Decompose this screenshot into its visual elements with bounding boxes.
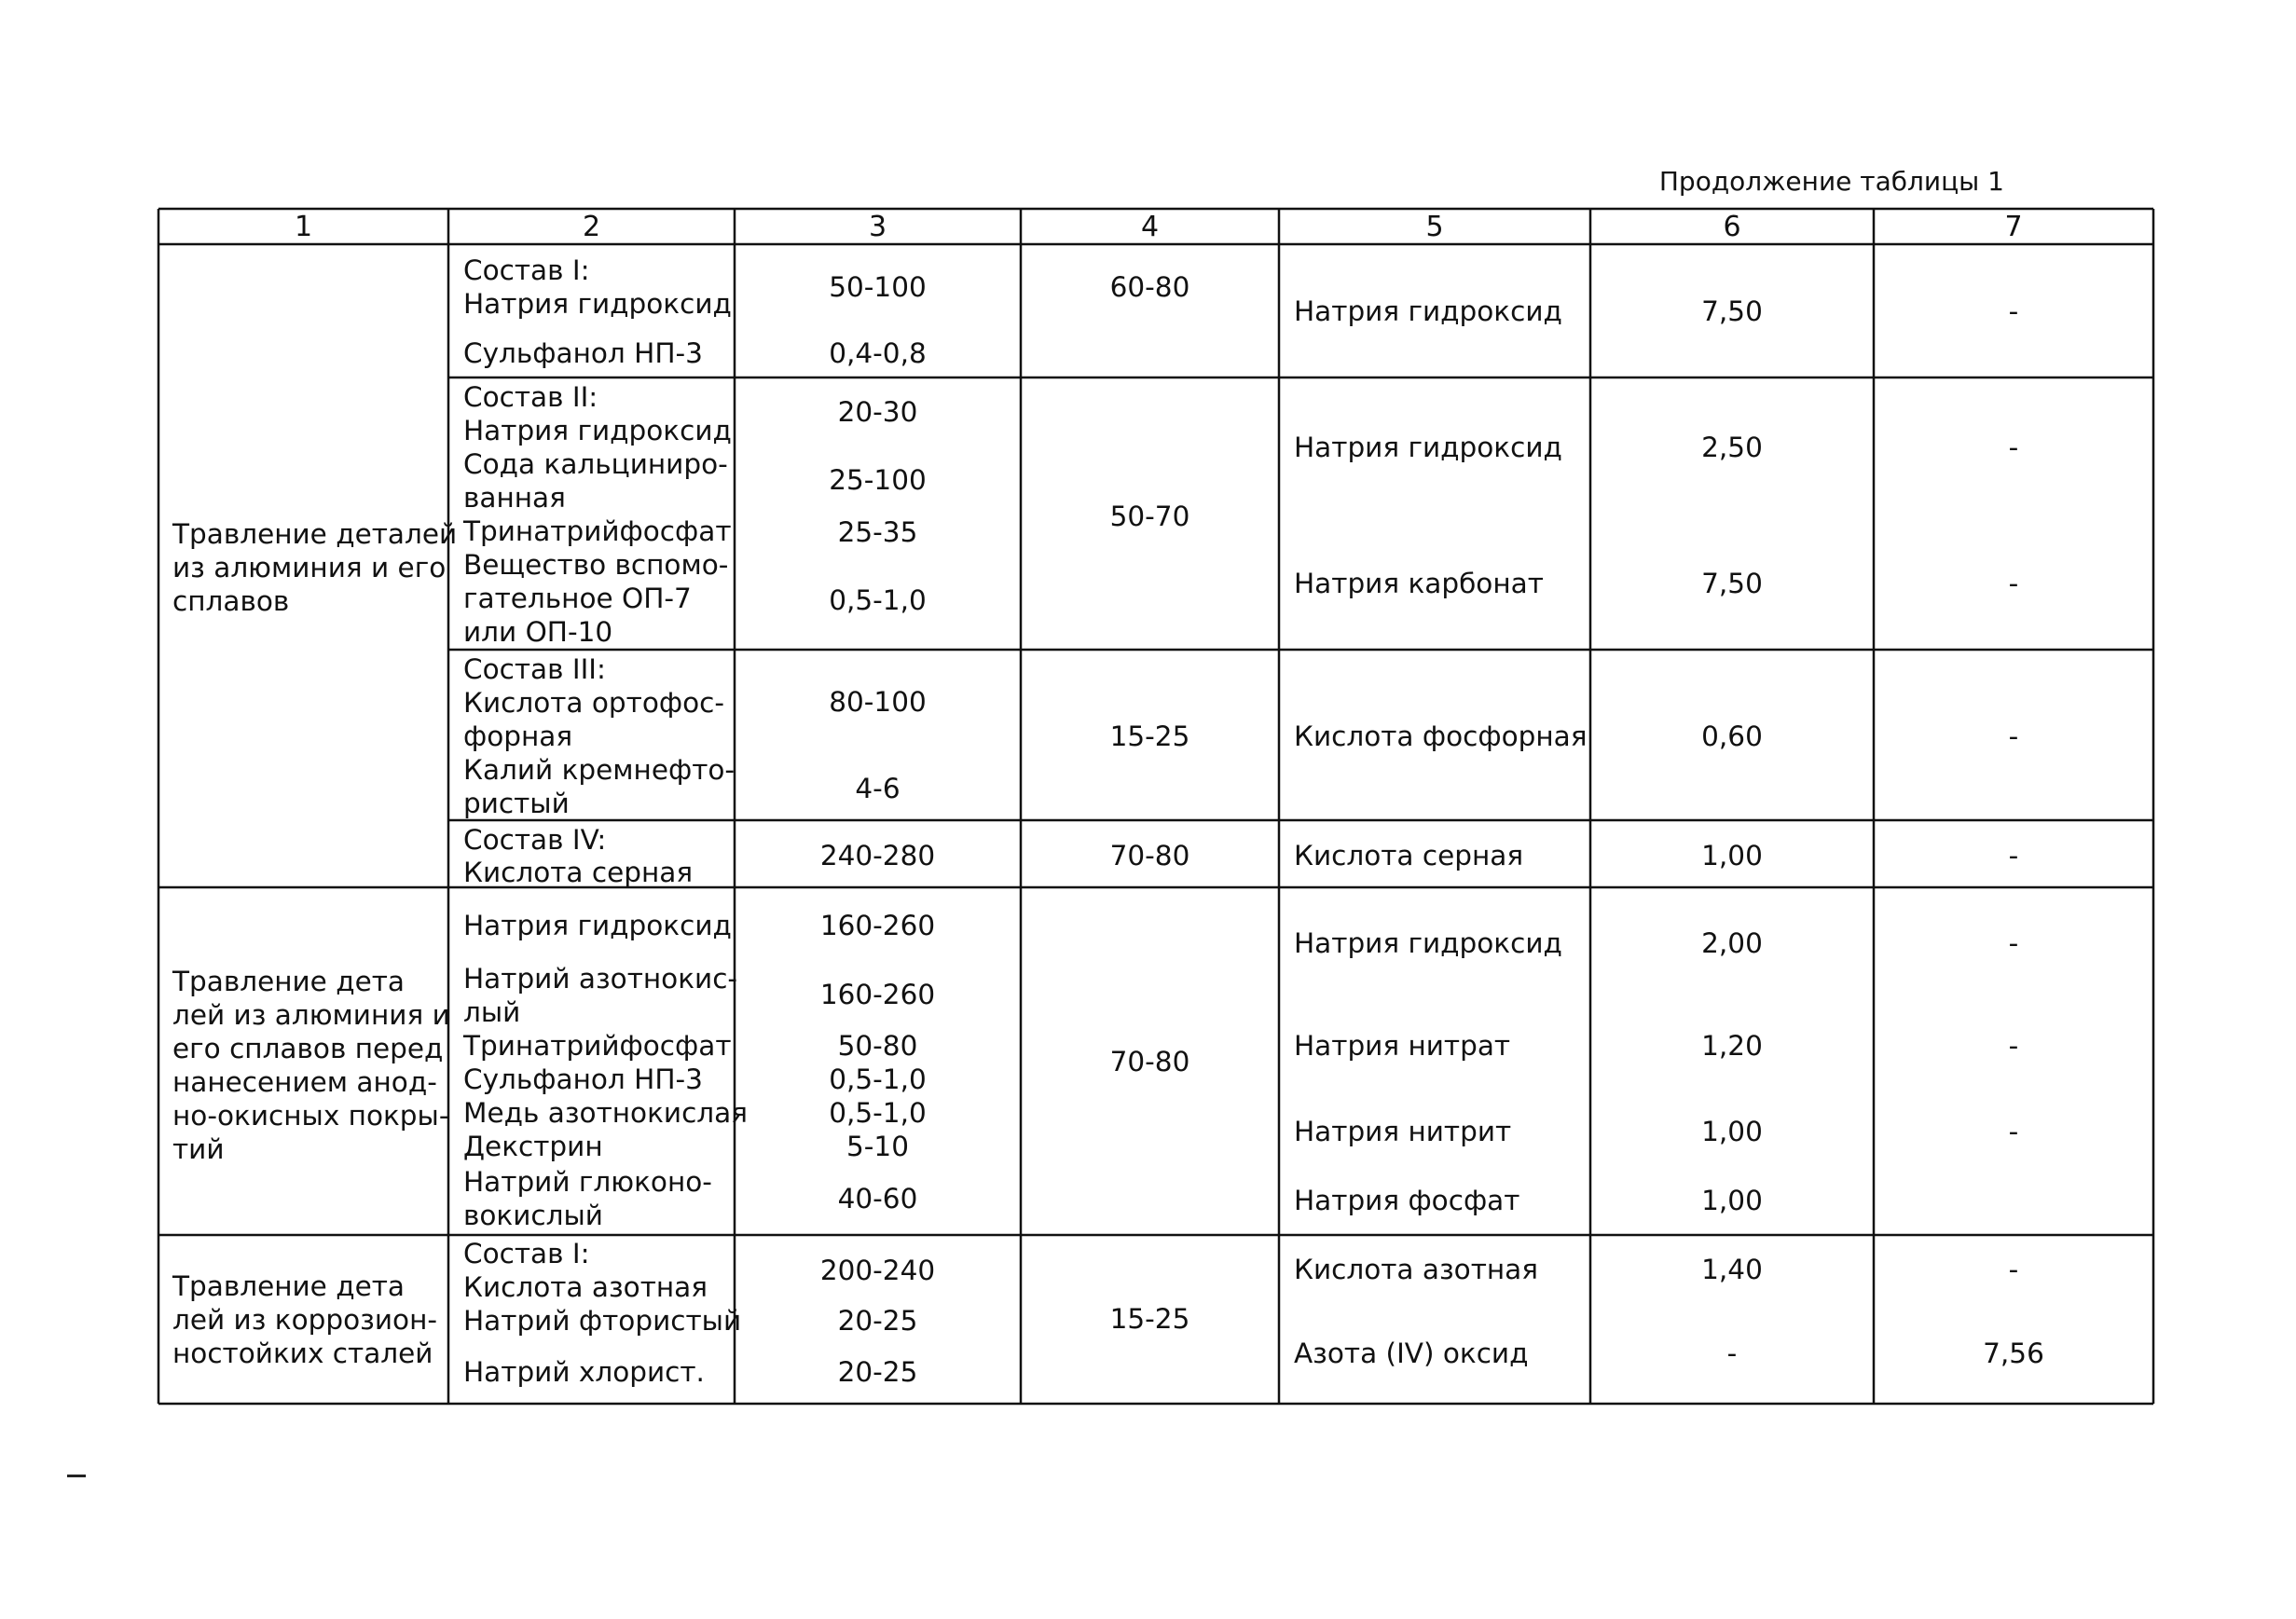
column-header-5: 5 (1425, 211, 1444, 243)
concentration: 0,4-0,8 (829, 337, 927, 369)
component: Тринатрийфосфат (463, 515, 732, 547)
emission-value-col7: - (2008, 927, 2019, 959)
process-name: тий (172, 1133, 225, 1165)
concentration: 80-100 (829, 686, 927, 718)
component: Кислота серная (463, 857, 694, 888)
column-header-2: 2 (582, 211, 601, 243)
concentration: 160-260 (819, 910, 936, 941)
table-caption: Продолжение таблицы 1 (1658, 166, 2004, 197)
composition-title: Состав I: (463, 254, 590, 286)
emission-value-col6: 2,50 (1701, 432, 1763, 463)
emission-value-col7: - (2008, 840, 2019, 871)
emission-value-col7: - (2008, 720, 2019, 752)
process-name: Травление дета (172, 1270, 406, 1302)
component: Сульфанол НП-3 (463, 1063, 703, 1095)
concentration: 0,5-1,0 (829, 584, 927, 616)
column-header-1: 1 (294, 211, 313, 243)
process-name: лей из алюминия и (172, 999, 450, 1031)
concentration: 25-100 (829, 464, 927, 496)
component: Медь азотнокислая (463, 1097, 748, 1129)
composition-title: Состав I: (463, 1238, 590, 1269)
temperature: 15-25 (1109, 1303, 1190, 1335)
emission-substance: Натрия гидроксид (1294, 927, 1562, 959)
component: Декстрин (463, 1131, 603, 1162)
component: вокислый (463, 1200, 603, 1231)
emission-substance: Натрия карбонат (1294, 568, 1544, 599)
process-name: ностойких сталей (172, 1338, 433, 1369)
concentration: 20-30 (837, 396, 918, 428)
component: Натрия гидроксид (463, 415, 732, 446)
component: Натрий глюконо- (463, 1166, 712, 1198)
emission-substance: Кислота фосфорная (1294, 720, 1588, 752)
process-name: нанесением анод- (172, 1066, 437, 1098)
component: гательное ОП-7 (463, 583, 692, 614)
emission-value-col6: 1,20 (1701, 1030, 1763, 1062)
process-name: но-окисных покры- (172, 1100, 449, 1132)
emission-substance: Натрия нитрит (1294, 1116, 1512, 1147)
emission-value-col6: 0,60 (1701, 720, 1763, 752)
column-header-4: 4 (1140, 211, 1160, 243)
column-header-6: 6 (1723, 211, 1741, 243)
concentration: 240-280 (819, 840, 936, 871)
process-name: Травление дета (172, 966, 406, 997)
emission-substance: Натрия нитрат (1294, 1030, 1511, 1062)
process-name: из алюминия и его (172, 552, 447, 583)
component: Калий кремнефто- (463, 754, 736, 786)
process-name: его сплавов перед (172, 1033, 444, 1064)
scan-mark (67, 1475, 86, 1477)
emission-substance: Натрия гидроксид (1294, 295, 1562, 327)
emission-value-col6: 1,00 (1701, 1185, 1763, 1216)
column-header-3: 3 (868, 211, 887, 243)
component: форная (463, 720, 573, 752)
component: Кислота азотная (463, 1271, 708, 1303)
emission-substance: Натрия фосфат (1294, 1185, 1520, 1216)
emission-value-col6: 1,00 (1701, 840, 1763, 871)
component: Натрий азотнокис- (463, 963, 738, 995)
component: Кислота ортофос- (463, 687, 725, 719)
component: Вещество вспомо- (463, 549, 729, 581)
component: или ОП-10 (463, 616, 613, 648)
temperature: 60-80 (1109, 271, 1190, 303)
temperature: 50-70 (1109, 501, 1190, 532)
emission-value-col7: - (2008, 1030, 2019, 1062)
emission-value-col7: - (2008, 1254, 2019, 1285)
column-header-7: 7 (2004, 211, 2023, 243)
emission-value-col6: 1,00 (1701, 1116, 1763, 1147)
emission-value-col7: - (2008, 1116, 2019, 1147)
concentration: 20-25 (837, 1305, 918, 1337)
component: Сульфанол НП-3 (463, 337, 703, 369)
emission-substance: Натрия гидроксид (1294, 432, 1562, 463)
emission-value-col6: 7,50 (1701, 568, 1763, 599)
concentration: 0,5-1,0 (829, 1063, 927, 1095)
emission-value-col7: 7,56 (1983, 1338, 2044, 1369)
concentration: 0,5-1,0 (829, 1097, 927, 1129)
temperature: 15-25 (1109, 720, 1190, 752)
concentration: 20-25 (837, 1356, 918, 1388)
component: Тринатрийфосфат (463, 1030, 732, 1062)
component: ристый (463, 788, 570, 819)
emission-value-col6: 2,00 (1701, 927, 1763, 959)
process-name: Травление деталей (172, 518, 458, 550)
emission-substance: Азота (IV) оксид (1294, 1338, 1529, 1369)
concentration: 200-240 (819, 1255, 936, 1286)
emission-substance: Кислота серная (1294, 840, 1524, 871)
composition-title: Состав IV: (463, 824, 607, 856)
emission-value-col6: - (1726, 1338, 1738, 1369)
concentration: 160-260 (819, 979, 936, 1010)
emission-substance: Кислота азотная (1294, 1254, 1538, 1285)
emission-value-col6: 7,50 (1701, 295, 1763, 327)
component: лый (463, 996, 521, 1028)
concentration: 5-10 (846, 1131, 909, 1162)
concentration: 50-80 (837, 1030, 918, 1062)
component: Сода кальциниро- (463, 448, 728, 480)
component: ванная (463, 482, 566, 514)
concentration: 25-35 (837, 516, 918, 548)
process-name: лей из коррозион- (172, 1304, 437, 1336)
concentration: 4-6 (855, 773, 901, 804)
temperature: 70-80 (1109, 840, 1190, 871)
emission-value-col7: - (2008, 295, 2019, 327)
component: Натрий хлорист. (463, 1356, 705, 1388)
composition-title: Состав II: (463, 381, 598, 413)
component: Натрия гидроксид (463, 288, 732, 320)
emission-value-col6: 1,40 (1701, 1254, 1763, 1285)
component: Натрий фтористый (463, 1305, 742, 1337)
composition-title: Состав III: (463, 653, 606, 685)
emission-value-col7: - (2008, 568, 2019, 599)
component: Натрия гидроксид (463, 910, 732, 941)
emission-value-col7: - (2008, 432, 2019, 463)
process-name: сплавов (172, 585, 290, 617)
temperature: 70-80 (1109, 1046, 1190, 1077)
concentration: 40-60 (837, 1183, 918, 1214)
concentration: 50-100 (829, 271, 927, 303)
